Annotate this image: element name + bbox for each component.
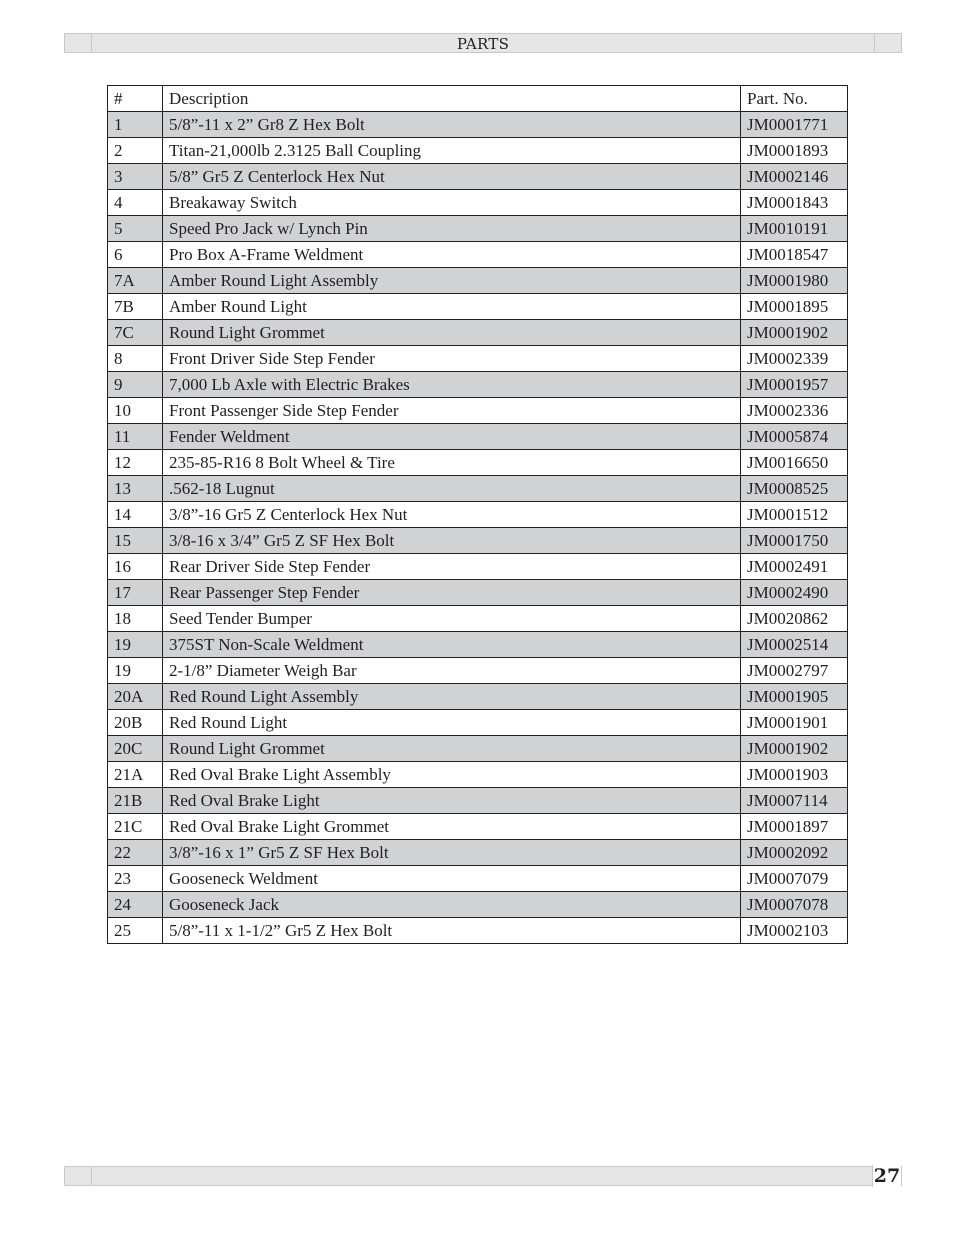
cell-description: Titan-21,000lb 2.3125 Ball Coupling — [163, 138, 741, 164]
table-row — [108, 398, 848, 424]
cell-part-number: JM0005874 — [741, 424, 848, 450]
table-row — [108, 632, 848, 658]
cell-part-number: JM0002491 — [741, 554, 848, 580]
table-row — [108, 580, 848, 606]
cell-description: 3/8”-16 Gr5 Z Centerlock Hex Nut — [163, 502, 741, 528]
cell-part-number: JM0010191 — [741, 216, 848, 242]
cell-item-number: 6 — [108, 242, 163, 268]
table-row — [108, 164, 848, 190]
cell-part-number: JM0016650 — [741, 450, 848, 476]
cell-description: 5/8”-11 x 1-1/2” Gr5 Z Hex Bolt — [163, 918, 741, 944]
cell-description: Pro Box A-Frame Weldment — [163, 242, 741, 268]
table-row — [108, 892, 848, 918]
cell-item-number: 7B — [108, 294, 163, 320]
cell-item-number: 20B — [108, 710, 163, 736]
table-row — [108, 736, 848, 762]
cell-item-number: 7A — [108, 268, 163, 294]
table-row — [108, 684, 848, 710]
cell-item-number: 15 — [108, 528, 163, 554]
cell-part-number: JM0001902 — [741, 736, 848, 762]
cell-item-number: 23 — [108, 866, 163, 892]
table-row — [108, 216, 848, 242]
table-row — [108, 346, 848, 372]
cell-description: 3/8”-16 x 1” Gr5 Z SF Hex Bolt — [163, 840, 741, 866]
table-row — [108, 268, 848, 294]
cell-description: Amber Round Light — [163, 294, 741, 320]
parts-table-body — [108, 112, 848, 944]
cell-item-number: 12 — [108, 450, 163, 476]
cell-part-number: JM0001897 — [741, 814, 848, 840]
cell-item-number: 11 — [108, 424, 163, 450]
cell-description: Gooseneck Jack — [163, 892, 741, 918]
cell-part-number: JM0001905 — [741, 684, 848, 710]
table-row — [108, 918, 848, 944]
cell-part-number: JM0001512 — [741, 502, 848, 528]
cell-description: Red Oval Brake Light — [163, 788, 741, 814]
cell-part-number: JM0018547 — [741, 242, 848, 268]
cell-part-number: JM0002146 — [741, 164, 848, 190]
cell-item-number: 21A — [108, 762, 163, 788]
cell-description: Amber Round Light Assembly — [163, 268, 741, 294]
cell-item-number: 17 — [108, 580, 163, 606]
header-band — [64, 33, 902, 53]
cell-description: Red Oval Brake Light Grommet — [163, 814, 741, 840]
cell-part-number: JM0001980 — [741, 268, 848, 294]
cell-part-number: JM0020862 — [741, 606, 848, 632]
cell-description: Red Round Light — [163, 710, 741, 736]
cell-part-number: JM0001957 — [741, 372, 848, 398]
table-row — [108, 112, 848, 138]
table-row — [108, 242, 848, 268]
cell-description: 5/8”-11 x 2” Gr8 Z Hex Bolt — [163, 112, 741, 138]
table-row — [108, 476, 848, 502]
cell-description: Red Round Light Assembly — [163, 684, 741, 710]
cell-item-number: 21C — [108, 814, 163, 840]
table-row — [108, 294, 848, 320]
table-row — [108, 528, 848, 554]
cell-part-number: JM0001750 — [741, 528, 848, 554]
cell-item-number: 4 — [108, 190, 163, 216]
cell-item-number: 21B — [108, 788, 163, 814]
cell-description: 5/8” Gr5 Z Centerlock Hex Nut — [163, 164, 741, 190]
table-row — [108, 840, 848, 866]
cell-item-number: 20C — [108, 736, 163, 762]
parts-table — [107, 85, 848, 944]
cell-description: 7,000 Lb Axle with Electric Brakes — [163, 372, 741, 398]
table-row — [108, 866, 848, 892]
cell-item-number: 14 — [108, 502, 163, 528]
cell-part-number: JM0001895 — [741, 294, 848, 320]
cell-description: Round Light Grommet — [163, 320, 741, 346]
cell-part-number: JM0008525 — [741, 476, 848, 502]
table-row — [108, 138, 848, 164]
column-header-part-number: Part. No. — [741, 86, 848, 112]
cell-item-number: 10 — [108, 398, 163, 424]
column-header-description: Description — [163, 86, 741, 112]
cell-description: Front Driver Side Step Fender — [163, 346, 741, 372]
cell-item-number: 20A — [108, 684, 163, 710]
table-row — [108, 658, 848, 684]
table-row — [108, 710, 848, 736]
table-row — [108, 788, 848, 814]
cell-part-number: JM0002797 — [741, 658, 848, 684]
cell-description: 235-85-R16 8 Bolt Wheel & Tire — [163, 450, 741, 476]
cell-item-number: 19 — [108, 632, 163, 658]
cell-item-number: 1 — [108, 112, 163, 138]
cell-part-number: JM0007114 — [741, 788, 848, 814]
cell-item-number: 16 — [108, 554, 163, 580]
table-row — [108, 554, 848, 580]
column-header-number: # — [108, 86, 163, 112]
cell-item-number: 18 — [108, 606, 163, 632]
cell-part-number: JM0002336 — [741, 398, 848, 424]
table-row — [108, 502, 848, 528]
cell-part-number: JM0007078 — [741, 892, 848, 918]
table-header-row — [108, 86, 848, 112]
cell-description: Speed Pro Jack w/ Lynch Pin — [163, 216, 741, 242]
cell-description: 3/8-16 x 3/4” Gr5 Z SF Hex Bolt — [163, 528, 741, 554]
cell-part-number: JM0001771 — [741, 112, 848, 138]
cell-item-number: 8 — [108, 346, 163, 372]
cell-item-number: 2 — [108, 138, 163, 164]
cell-part-number: JM0001901 — [741, 710, 848, 736]
cell-description: Gooseneck Weldment — [163, 866, 741, 892]
table-row — [108, 450, 848, 476]
cell-description: .562-18 Lugnut — [163, 476, 741, 502]
table-row — [108, 814, 848, 840]
footer-band-left-segment — [65, 1167, 92, 1185]
footer-band — [64, 1166, 902, 1186]
table-row — [108, 762, 848, 788]
cell-description: Rear Passenger Step Fender — [163, 580, 741, 606]
table-row — [108, 424, 848, 450]
cell-item-number: 19 — [108, 658, 163, 684]
cell-part-number: JM0002092 — [741, 840, 848, 866]
cell-item-number: 13 — [108, 476, 163, 502]
table-row — [108, 190, 848, 216]
cell-description: Round Light Grommet — [163, 736, 741, 762]
table-row — [108, 606, 848, 632]
cell-part-number: JM0001903 — [741, 762, 848, 788]
cell-description: 2-1/8” Diameter Weigh Bar — [163, 658, 741, 684]
cell-item-number: 9 — [108, 372, 163, 398]
cell-description: Seed Tender Bumper — [163, 606, 741, 632]
cell-item-number: 22 — [108, 840, 163, 866]
cell-item-number: 25 — [108, 918, 163, 944]
cell-description: Front Passenger Side Step Fender — [163, 398, 741, 424]
cell-part-number: JM0001893 — [741, 138, 848, 164]
cell-part-number: JM0001843 — [741, 190, 848, 216]
cell-part-number: JM0002103 — [741, 918, 848, 944]
cell-description: Fender Weldment — [163, 424, 741, 450]
cell-part-number: JM0002339 — [741, 346, 848, 372]
cell-item-number: 5 — [108, 216, 163, 242]
cell-part-number: JM0007079 — [741, 866, 848, 892]
cell-part-number: JM0002514 — [741, 632, 848, 658]
cell-item-number: 7C — [108, 320, 163, 346]
cell-part-number: JM0002490 — [741, 580, 848, 606]
page-number: 27 — [873, 1165, 901, 1187]
page-title: PARTS — [456, 35, 510, 53]
cell-description: Breakaway Switch — [163, 190, 741, 216]
cell-item-number: 3 — [108, 164, 163, 190]
table-row — [108, 320, 848, 346]
cell-item-number: 24 — [108, 892, 163, 918]
cell-description: 375ST Non-Scale Weldment — [163, 632, 741, 658]
cell-description: Rear Driver Side Step Fender — [163, 554, 741, 580]
table-row — [108, 372, 848, 398]
cell-description: Red Oval Brake Light Assembly — [163, 762, 741, 788]
cell-part-number: JM0001902 — [741, 320, 848, 346]
